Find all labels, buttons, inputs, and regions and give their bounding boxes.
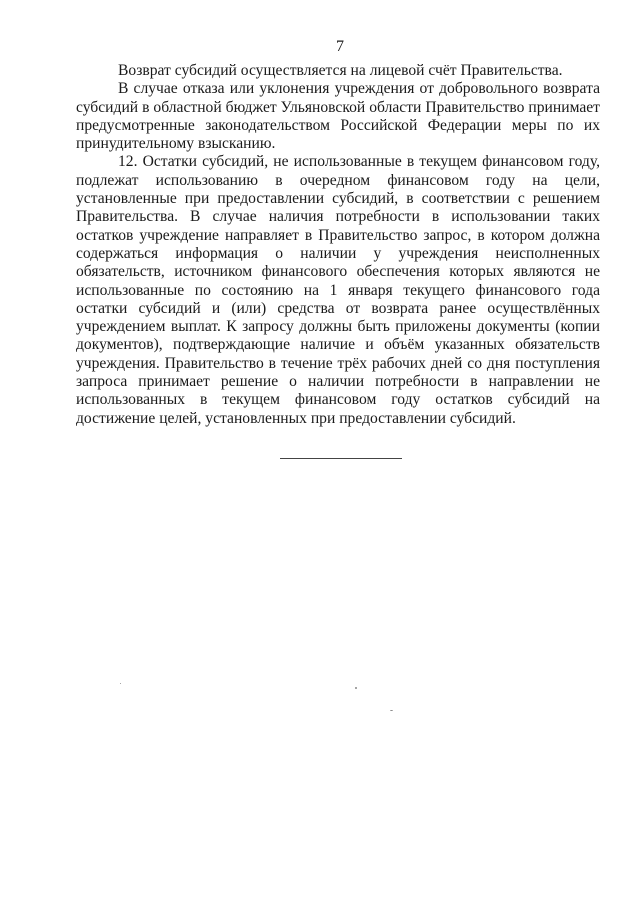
paragraph-refusal-refund: В случае отказа или уклонения учреждения от добровольного возврата субсидий в областной бюджет Ульяновской области Правительство принимает предусмотренные законодательством Российской Федерации меры по их принудительному взысканию.: [76, 80, 600, 153]
document-body: [76, 62, 600, 428]
page-number: 7: [336, 38, 344, 55]
scan-speck: [355, 687, 357, 689]
scan-speck: [120, 683, 121, 684]
scan-speck: [390, 710, 393, 711]
paragraph-refund-account: Возврат субсидий осуществляется на лицевой счёт Правительства.: [118, 62, 563, 79]
end-separator-line: [280, 458, 402, 459]
paragraph-item-12-remaining-subsidies: 12. Остатки субсидий, не использованные в текущем финансовом году, подлежат использованию в очередном финансовом году на цели, установленные при предоставлении субсидий, в соответствии с решением Правительства. В случае наличия потребности в использовании таких остатков учреждение направляет в Правительство запрос, в котором должна содержаться информация о наличии у учреждения неисполненных обязательств, источником финансового обеспечения которых являются не использованные по состоянию на 1 января текущего финансового года остатки субсидий и (или) средства от возврата ранее осуществлённых учреждением выплат. К запросу должны быть приложены документы (копии документов), подтверждающие наличие и объём указанных обязательств учреждения. Правительство в течение трёх рабочих дней со дня поступления запроса принимает решение о наличии потребности в направлении не использованных в текущем финансовом году остатков субсидий на достижение целей, установленных при предоставлении субсидий.: [76, 153, 600, 427]
